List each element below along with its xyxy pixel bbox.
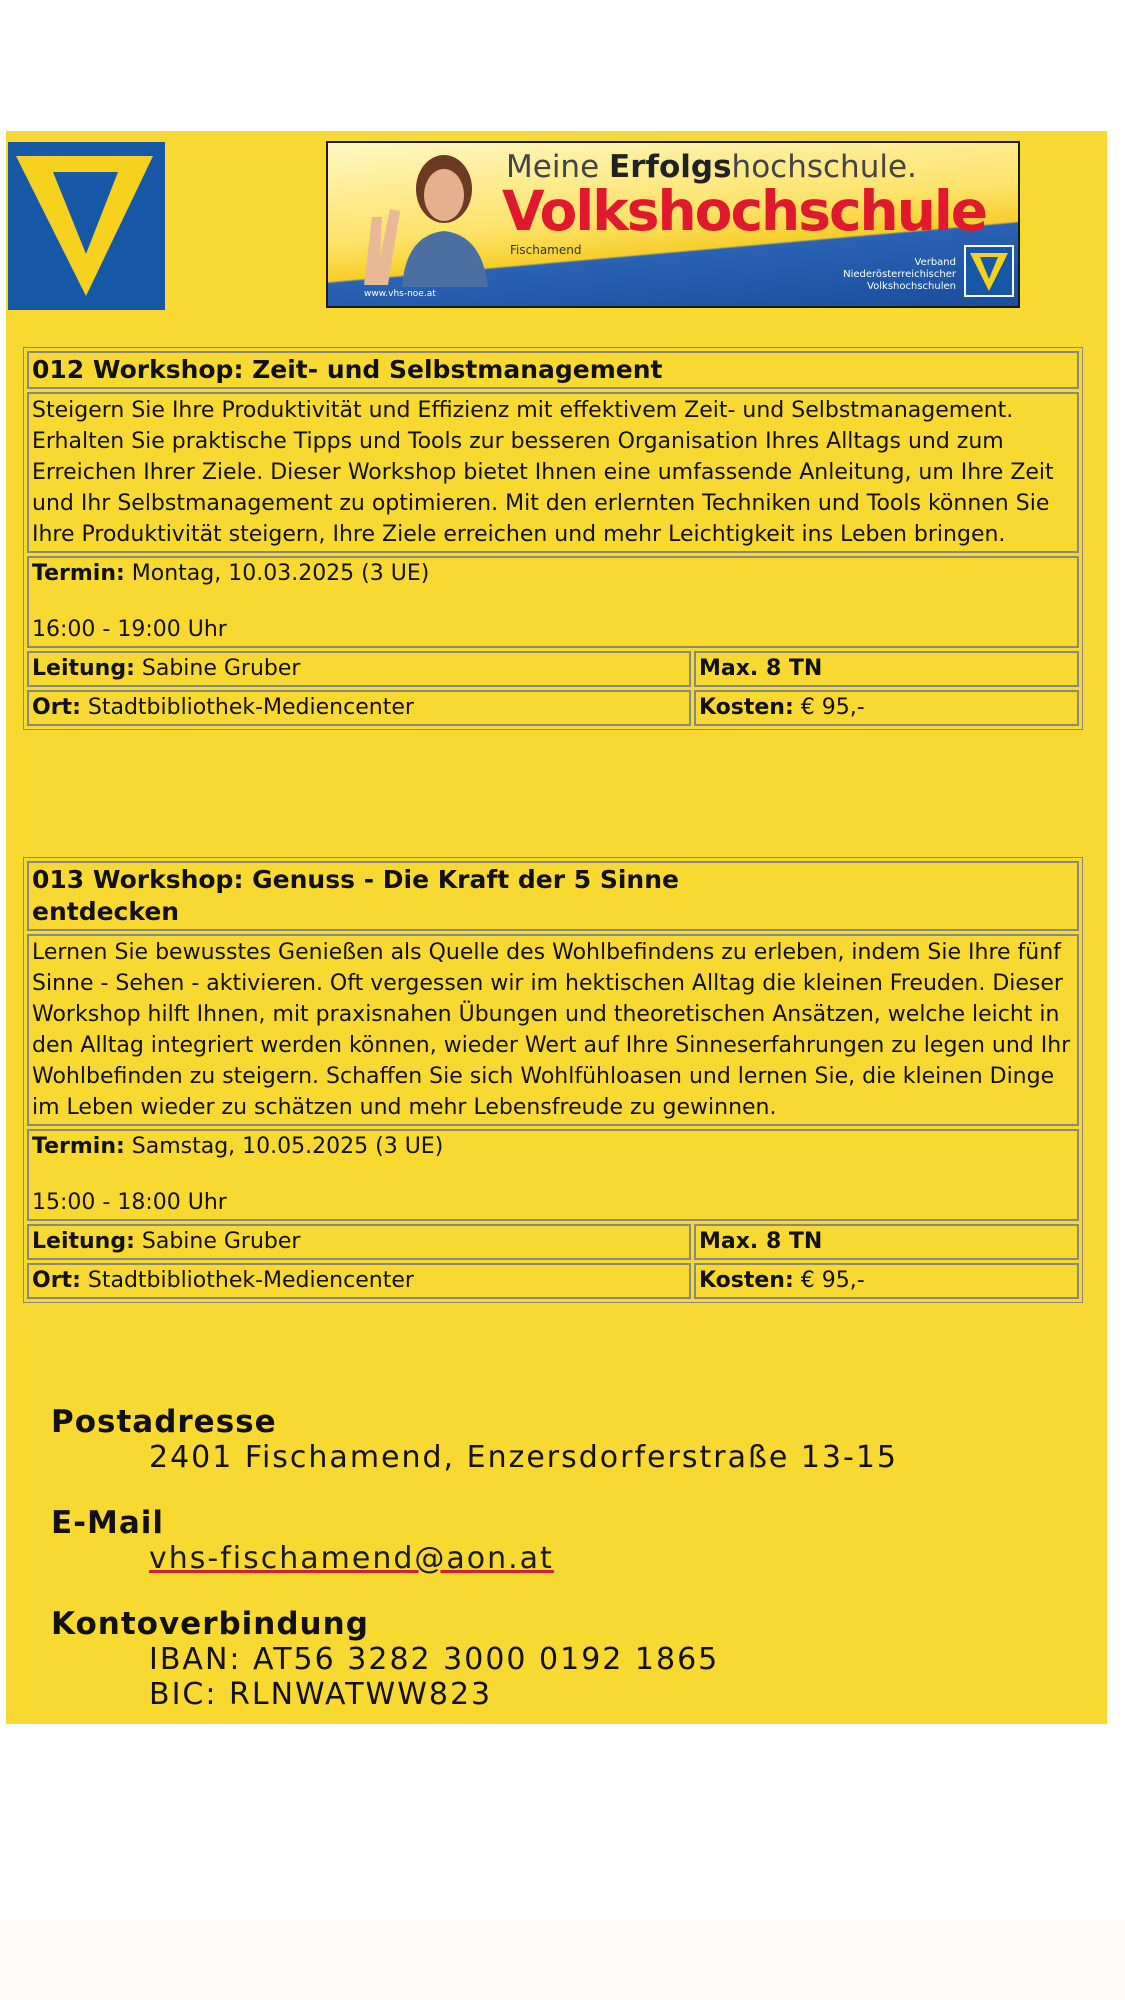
- course-ort: Ort: Stadtbibliothek-Mediencenter: [27, 690, 691, 726]
- banner-url[interactable]: www.vhs-noe.at: [364, 289, 436, 299]
- course-termin: Termin: Samstag, 10.05.2025 (3 UE) 15:00 - 18:00 Uhr: [27, 1129, 1079, 1221]
- iban-value: IBAN: AT56 3282 3000 0192 1865: [149, 1642, 720, 1677]
- banner-place: Fischamend: [510, 243, 582, 257]
- vhs-mini-logo: [964, 245, 1014, 297]
- course-title: 013 Workshop: Genuss - Die Kraft der 5 Sinne entdecken: [27, 861, 1079, 931]
- course-description: Steigern Sie Ihre Produktivität und Effizienz mit effektivem Zeit- und Selbstmanagement. Erhalten Sie praktische Tipps und Tools zur besseren Organisation Ihres Alltags und zum Erreichen Ihrer Ziele. Dieser Workshop bietet Ihnen eine umfassende Anleitung, um Ihre Zeit und Ihr Selbstmanagement zu optimieren. Mit den erlernten Techniken und Tools können Sie Ihre Produktivität steigern, Ihre Ziele erreichen und mehr Leichtigkeit ins Leben bringen.: [27, 392, 1079, 553]
- email-heading: E-Mail: [51, 1505, 165, 1541]
- course-title: 012 Workshop: Zeit- und Selbstmanagement: [27, 351, 1079, 389]
- course-kosten: Kosten: € 95,-: [694, 1263, 1079, 1299]
- course-termin: Termin: Montag, 10.03.2025 (3 UE) 16:00 - 19:00 Uhr: [27, 556, 1079, 648]
- vhs-banner[interactable]: [326, 141, 1020, 308]
- course-ort: Ort: Stadtbibliothek-Mediencenter: [27, 1263, 691, 1299]
- vhs-v-icon: [8, 142, 165, 310]
- course-max: Max. 8 TN: [694, 1224, 1079, 1260]
- banner-brand: Volkshochschule: [502, 179, 987, 243]
- course-table-012: [23, 347, 1083, 730]
- banner-slogan: Meine Erfolgshochschule.: [506, 149, 917, 185]
- course-leitung: Leitung: Sabine Gruber: [27, 1224, 691, 1260]
- post-heading: Postadresse: [51, 1404, 277, 1440]
- vhs-logo: [8, 142, 165, 310]
- post-address: 2401 Fischamend, Enzersdorferstraße 13-15: [149, 1440, 899, 1475]
- email-value: [149, 1541, 898, 1576]
- course-description: Lernen Sie bewusstes Genießen als Quelle des Wohlbefindens zu erleben, indem Sie Ihre fünf Sinne - Sehen - aktivieren. Oft vergessen wir im hektischen Alltag die kleinen Freuden. Dieser Workshop hilft Ihnen, mit praxisnahen Übungen und theoretischen Ansätzen, welche leicht in den Alltag integriert werden können, wieder Wert auf Ihre Sinneserfahrungen zu legen und Ihr Wohlbefinden zu steigern. Schaffen Sie sich Wohlfühloasen und lernen Sie, die kleinen Dinge im Leben wieder zu schätzen und mehr Lebensfreude zu gewinnen.: [27, 934, 1079, 1126]
- bic-value: BIC: RLNWATWW823: [149, 1677, 493, 1712]
- person-photo-icon: [342, 147, 492, 287]
- page-footer-area: [0, 1920, 1125, 2000]
- email-link[interactable]: vhs-fischamend@aon.at: [149, 1541, 554, 1576]
- course-leitung: Leitung: Sabine Gruber: [27, 651, 691, 687]
- course-kosten: Kosten: € 95,-: [694, 690, 1079, 726]
- banner-verband: Verband Niederösterreichischer Volkshochschulen: [843, 257, 956, 292]
- konto-heading: Kontoverbindung: [51, 1606, 369, 1642]
- vhs-v-small-icon: [964, 245, 1014, 297]
- course-table-013: [23, 857, 1083, 1303]
- contact-block: [51, 1270, 898, 1712]
- course-max: Max. 8 TN: [694, 651, 1079, 687]
